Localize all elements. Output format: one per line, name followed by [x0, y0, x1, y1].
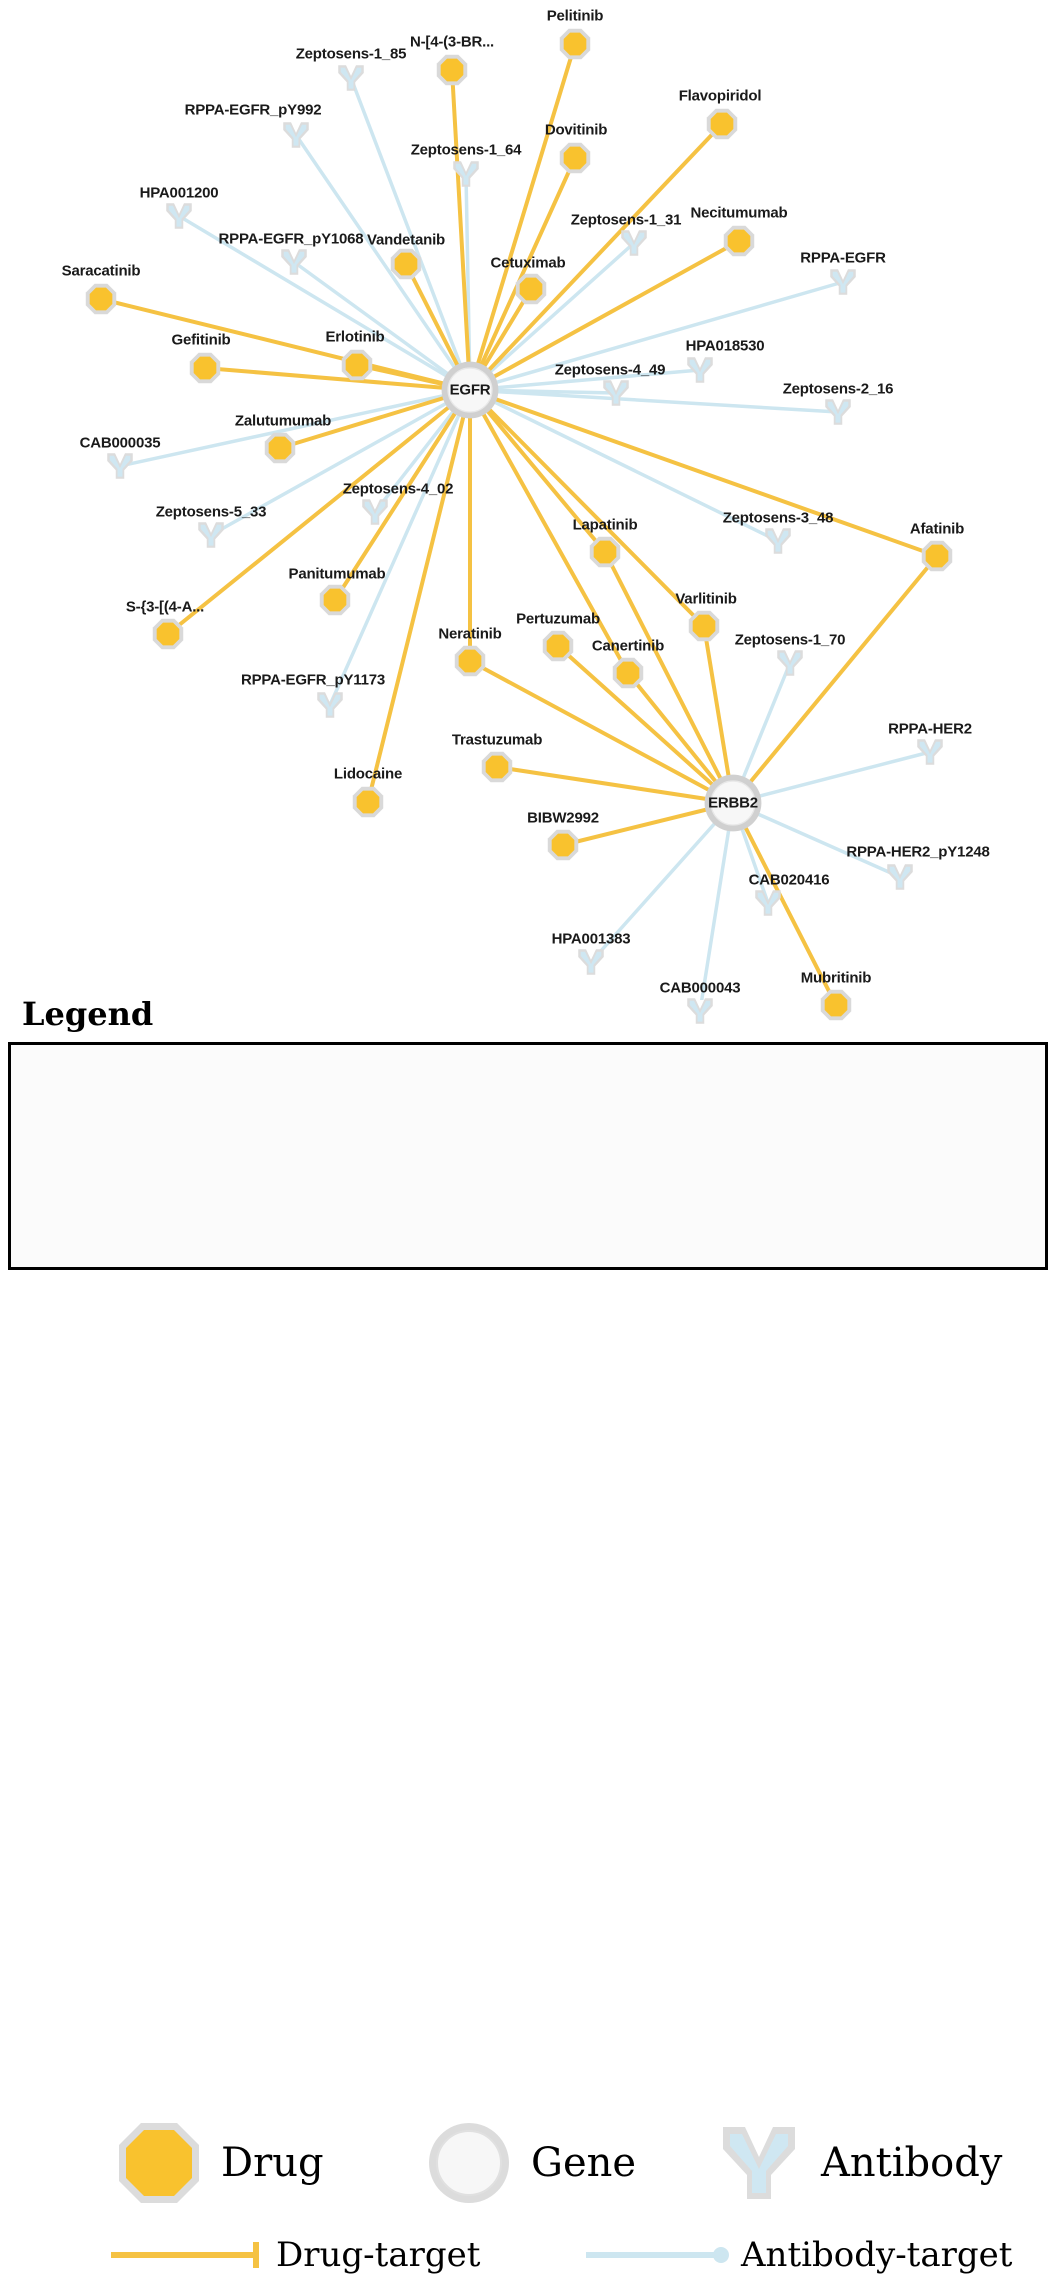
drug-node[interactable] — [351, 785, 385, 819]
drug-node[interactable] — [541, 629, 575, 663]
antibody-label: Zeptosens-3_48 — [722, 509, 834, 527]
antibody-node[interactable] — [313, 688, 347, 722]
drug-node[interactable] — [263, 431, 297, 465]
node-layer — [0, 0, 1059, 1000]
antibody-node[interactable] — [162, 199, 196, 233]
antibody-icon — [162, 199, 196, 233]
antibody-label: HPA018530 — [685, 337, 765, 355]
antibody-label: Zeptosens-1_64 — [410, 141, 522, 159]
antibody-node[interactable] — [773, 646, 807, 680]
drug-label: Cetuximab — [490, 254, 566, 272]
antibody-label: RPPA-EGFR_pY1068 — [218, 230, 364, 248]
drug-node[interactable] — [705, 107, 739, 141]
antibody-node[interactable] — [826, 265, 860, 299]
drug-icon — [588, 535, 622, 569]
drug-icon — [84, 282, 118, 316]
drug-label: Afatinib — [909, 520, 965, 538]
drug-label: Necitumumab — [690, 204, 788, 222]
antibody-icon — [449, 157, 483, 191]
drug-node[interactable] — [514, 272, 548, 306]
antibody-icon — [883, 860, 917, 894]
antibody-node[interactable] — [194, 518, 228, 552]
drug-node[interactable] — [480, 750, 514, 784]
antibody-icon — [913, 735, 947, 769]
antibody-icon — [279, 118, 313, 152]
legend-symbol-row — [11, 2105, 1051, 2225]
antibody-icon — [334, 61, 368, 95]
antibody-icon — [751, 886, 785, 920]
antibody-target-edge-icon — [581, 2235, 731, 2275]
drug-node[interactable] — [819, 988, 853, 1022]
legend-drug-target-label: Drug-target — [276, 2235, 481, 2275]
legend-box — [8, 1042, 1048, 2275]
drug-label: N-[4-(3-BR... — [409, 33, 495, 51]
antibody-label: Zeptosens-1_70 — [734, 631, 846, 649]
drug-icon — [480, 750, 514, 784]
antibody-label: RPPA-EGFR_pY992 — [184, 101, 322, 119]
drug-icon — [705, 107, 739, 141]
antibody-label: HPA001200 — [139, 184, 219, 202]
antibody-label: Zeptosens-5_33 — [155, 503, 267, 521]
antibody-label: Zeptosens-1_31 — [570, 211, 682, 229]
antibody-label: Zeptosens-4_02 — [342, 480, 454, 498]
antibody-icon — [821, 395, 855, 429]
antibody-node[interactable] — [821, 395, 855, 429]
antibody-icon — [599, 376, 633, 410]
legend-antibody — [711, 2115, 1002, 2211]
drug-icon — [435, 53, 469, 87]
antibody-node[interactable] — [574, 945, 608, 979]
drug-icon — [611, 656, 645, 690]
antibody-label: CAB020416 — [748, 871, 830, 889]
antibody-label: CAB000035 — [79, 434, 161, 452]
antibody-node[interactable] — [883, 860, 917, 894]
drug-label: Neratinib — [438, 625, 502, 643]
legend-gene — [421, 2115, 636, 2211]
drug-icon — [722, 224, 756, 258]
drug-label: Lidocaine — [333, 765, 403, 783]
drug-label: Zalutumumab — [234, 412, 332, 430]
legend-antibody-label: Antibody — [821, 2140, 1003, 2186]
drug-target-edge-icon — [106, 2235, 266, 2275]
antibody-icon — [103, 449, 137, 483]
antibody-label: HPA001383 — [551, 930, 631, 948]
drug-label: BIBW2992 — [527, 809, 599, 827]
drug-icon — [687, 609, 721, 643]
antibody-label: Zeptosens-1_85 — [295, 45, 407, 63]
drug-label: Canertinib — [591, 637, 665, 655]
antibody-icon — [617, 226, 651, 260]
antibody-label: RPPA-HER2_pY1248 — [846, 843, 990, 861]
antibody-node[interactable] — [599, 376, 633, 410]
legend-antibody-target — [581, 2235, 1012, 2275]
drug-node[interactable] — [188, 351, 222, 385]
drug-label: Panitumumab — [288, 565, 386, 583]
drug-label: Saracatinib — [61, 262, 141, 280]
antibody-node[interactable] — [617, 226, 651, 260]
antibody-label: RPPA-HER2 — [888, 720, 972, 738]
drug-label: S-{3-[(4-A... — [125, 598, 205, 616]
legend-edge-row — [11, 2235, 1051, 2295]
antibody-label: CAB000043 — [659, 979, 741, 997]
antibody-icon — [773, 646, 807, 680]
drug-node[interactable] — [84, 282, 118, 316]
legend-drug — [111, 2115, 324, 2211]
antibody-node[interactable] — [913, 735, 947, 769]
drug-label: Flavopiridol — [678, 87, 762, 105]
antibody-icon — [761, 524, 795, 558]
drug-icon — [558, 141, 592, 175]
antibody-node[interactable] — [683, 994, 717, 1028]
antibody-node[interactable] — [277, 245, 311, 279]
legend-drug-target — [106, 2235, 480, 2275]
antibody-node[interactable] — [279, 118, 313, 152]
legend-drug-label: Drug — [221, 2140, 324, 2186]
drug-node[interactable] — [318, 583, 352, 617]
drug-node[interactable] — [611, 656, 645, 690]
drug-node[interactable] — [389, 247, 423, 281]
drug-node[interactable] — [546, 828, 580, 862]
drug-icon — [188, 351, 222, 385]
drug-node[interactable] — [435, 53, 469, 87]
network-diagram — [0, 0, 1059, 1000]
drug-icon — [541, 629, 575, 663]
drug-node[interactable] — [558, 141, 592, 175]
drug-node[interactable] — [340, 348, 374, 382]
antibody-node[interactable] — [449, 157, 483, 191]
drug-label: Lapatinib — [572, 516, 638, 534]
antibody-node[interactable] — [103, 449, 137, 483]
legend-antibody-target-label: Antibody-target — [741, 2235, 1013, 2275]
drug-label: Erlotinib — [325, 328, 385, 346]
drug-label: Pertuzumab — [516, 610, 600, 628]
drug-node[interactable] — [920, 539, 954, 573]
drug-node[interactable] — [558, 27, 592, 61]
drug-label: Gefitinib — [171, 331, 231, 349]
gene-icon — [421, 2115, 517, 2211]
drug-icon — [558, 27, 592, 61]
antibody-icon — [194, 518, 228, 552]
drug-icon — [351, 785, 385, 819]
antibody-label: Zeptosens-4_49 — [554, 361, 666, 379]
drug-icon — [819, 988, 853, 1022]
drug-label: Varlitinib — [675, 590, 737, 608]
drug-icon — [111, 2115, 207, 2211]
drug-icon — [514, 272, 548, 306]
antibody-label: Zeptosens-2_16 — [782, 380, 894, 398]
drug-label: Mubritinib — [800, 969, 872, 987]
drug-node[interactable] — [722, 224, 756, 258]
antibody-node[interactable] — [683, 353, 717, 387]
drug-icon — [151, 617, 185, 651]
drug-label: Trastuzumab — [451, 731, 543, 749]
antibody-node[interactable] — [358, 495, 392, 529]
antibody-icon — [683, 353, 717, 387]
drug-icon — [340, 348, 374, 382]
drug-icon — [318, 583, 352, 617]
drug-label: Dovitinib — [544, 121, 608, 139]
antibody-node[interactable] — [761, 524, 795, 558]
drug-icon — [453, 644, 487, 678]
drug-label: Pelitinib — [546, 7, 604, 25]
drug-icon — [920, 539, 954, 573]
drug-node[interactable] — [588, 535, 622, 569]
legend-gene-label: Gene — [531, 2140, 637, 2186]
antibody-node[interactable] — [334, 61, 368, 95]
drug-icon — [263, 431, 297, 465]
antibody-icon — [574, 945, 608, 979]
antibody-icon — [683, 994, 717, 1028]
antibody-label: RPPA-EGFR — [800, 249, 886, 267]
drug-node[interactable] — [453, 644, 487, 678]
antibody-icon — [826, 265, 860, 299]
antibody-node[interactable] — [751, 886, 785, 920]
antibody-icon — [313, 688, 347, 722]
drug-icon — [389, 247, 423, 281]
antibody-icon — [711, 2115, 807, 2211]
legend-title: Legend — [22, 995, 154, 1033]
drug-node[interactable] — [687, 609, 721, 643]
antibody-icon — [277, 245, 311, 279]
drug-icon — [546, 828, 580, 862]
antibody-label: RPPA-EGFR_pY1173 — [240, 671, 386, 689]
drug-node[interactable] — [151, 617, 185, 651]
antibody-icon — [358, 495, 392, 529]
gene-label: EGFR — [449, 381, 491, 399]
drug-label: Vandetanib — [366, 231, 446, 249]
gene-label: ERBB2 — [708, 794, 758, 812]
